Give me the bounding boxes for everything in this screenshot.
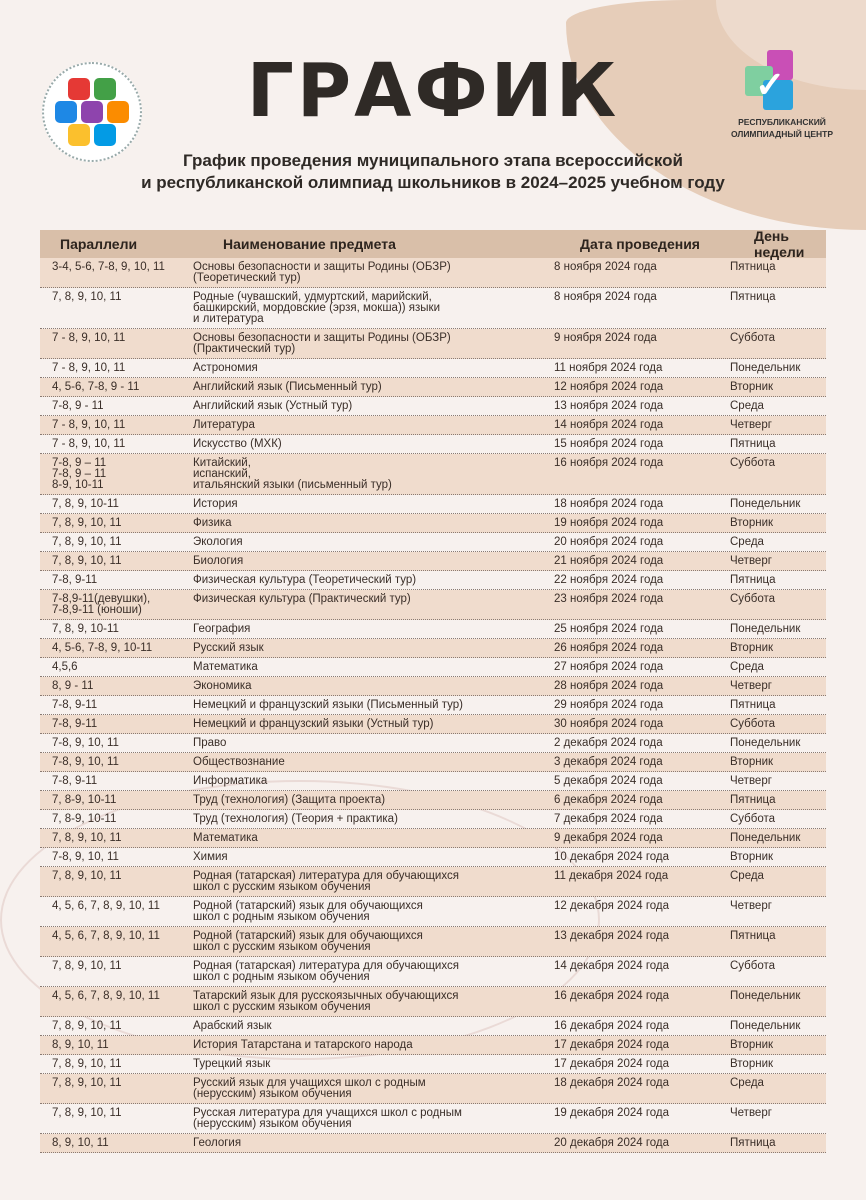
table-row <box>40 677 826 696</box>
cell-weekday: Среда <box>730 399 764 412</box>
cell-date: 13 ноября 2024 года <box>554 399 664 412</box>
cell-date: 17 декабря 2024 года <box>554 1057 670 1070</box>
cell-subject: Труд (технология) (Теория + практика) <box>193 812 398 825</box>
cell-subject: Арабский язык <box>193 1019 272 1032</box>
page-title: ГРАФИК <box>246 48 620 134</box>
cell-date: 17 декабря 2024 года <box>554 1038 670 1051</box>
cell-subject: Физика <box>193 516 232 529</box>
cell-weekday: Пятница <box>730 260 776 273</box>
cell-date: 16 декабря 2024 года <box>554 1019 670 1032</box>
cell-date: 16 декабря 2024 года <box>554 989 670 1002</box>
cell-subject: Физическая культура (Теоретический тур) <box>193 573 417 586</box>
cell-weekday: Вторник <box>730 1038 774 1051</box>
cell-grades: 7-8, 9-11 <box>52 573 98 586</box>
cell-weekday: Четверг <box>730 554 772 567</box>
cell-date: 19 ноября 2024 года <box>554 516 664 529</box>
cell-date: 25 ноября 2024 года <box>554 622 664 635</box>
cell-grades: 7, 8, 9, 10, 11 <box>52 554 122 567</box>
cell-grades: 7-8, 9-11 <box>52 698 98 711</box>
cell-grades: 8, 9 - 11 <box>52 679 94 692</box>
cell-grades: 7-8, 9-11 <box>52 774 98 787</box>
table-row <box>40 258 826 288</box>
cell-subject: Русская литература для учащихся школ с родным (нерусским) языком обучения <box>193 1106 462 1130</box>
cell-date: 15 ноября 2024 года <box>554 437 664 450</box>
cell-subject: История <box>193 497 238 510</box>
table-row <box>40 772 826 791</box>
cell-date: 30 ноября 2024 года <box>554 717 664 730</box>
cell-date: 27 ноября 2024 года <box>554 660 664 673</box>
cell-subject: Русский язык <box>193 641 264 654</box>
cell-weekday: Среда <box>730 535 764 548</box>
cell-grades: 7, 8, 9, 10, 11 <box>52 1057 122 1070</box>
cell-weekday: Вторник <box>730 850 774 863</box>
cell-subject: Труд (технология) (Защита проекта) <box>193 793 386 806</box>
table-row <box>40 897 826 927</box>
table-row <box>40 715 826 734</box>
cell-weekday: Пятница <box>730 698 776 711</box>
cell-subject: Русский язык для учащихся школ с родным (нерусским) языком обучения <box>193 1076 426 1100</box>
table-row <box>40 1036 826 1055</box>
subtitle-line: График проведения муниципального этапа всероссийской <box>183 151 683 170</box>
cell-grades: 7, 8, 9, 10, 11 <box>52 535 122 548</box>
table-row <box>40 1134 826 1153</box>
cell-grades: 7, 8, 9, 10, 11 <box>52 516 122 529</box>
cell-grades: 3-4, 5-6, 7-8, 9, 10, 11 <box>52 260 165 273</box>
cell-weekday: Среда <box>730 869 764 882</box>
cell-date: 5 декабря 2024 года <box>554 774 663 787</box>
cell-weekday: Суббота <box>730 959 776 972</box>
cell-grades: 7-8, 9, 10, 11 <box>52 850 119 863</box>
cell-weekday: Среда <box>730 660 764 673</box>
cell-date: 16 ноября 2024 года <box>554 456 664 469</box>
cell-date: 14 декабря 2024 года <box>554 959 670 972</box>
cell-weekday: Суббота <box>730 717 776 730</box>
cell-subject: Основы безопасности и защиты Родины (ОБЗР) (Теоретический тур) <box>193 260 451 284</box>
table-row <box>40 753 826 772</box>
cell-weekday: Пятница <box>730 1136 776 1149</box>
cell-grades: 7, 8, 9, 10, 11 <box>52 1076 122 1089</box>
cell-subject: Немецкий и французский языки (Устный тур) <box>193 717 434 730</box>
cell-date: 6 декабря 2024 года <box>554 793 663 806</box>
cell-subject: Математика <box>193 660 258 673</box>
cell-subject: Литература <box>193 418 255 431</box>
cell-grades: 7, 8, 9, 10-11 <box>52 622 119 635</box>
cell-grades: 4, 5, 6, 7, 8, 9, 10, 11 <box>52 899 160 912</box>
cell-subject: Татарский язык для русскоязычных обучающихся школ с русским языком обучения <box>193 989 459 1013</box>
cell-weekday: Вторник <box>730 641 774 654</box>
cell-date: 14 ноября 2024 года <box>554 418 664 431</box>
cell-weekday: Суббота <box>730 331 776 344</box>
cell-grades: 7-8, 9, 10, 11 <box>52 736 119 749</box>
cell-weekday: Вторник <box>730 516 774 529</box>
cell-grades: 7, 8, 9, 10, 11 <box>52 1106 122 1119</box>
cell-grades: 7 - 8, 9, 10, 11 <box>52 418 126 431</box>
cell-grades: 4, 5-6, 7-8, 9, 10-11 <box>52 641 153 654</box>
logo-text-line: РЕСПУБЛИКАНСКИЙ <box>738 117 826 127</box>
cell-grades: 8, 9, 10, 11 <box>52 1136 109 1149</box>
cell-weekday: Суббота <box>730 812 776 825</box>
cell-weekday: Пятница <box>730 929 776 942</box>
table-row <box>40 848 826 867</box>
table-row <box>40 329 826 359</box>
table-body <box>40 258 826 1153</box>
cell-grades: 7-8, 9-11 <box>52 717 98 730</box>
table-row <box>40 620 826 639</box>
cell-weekday: Понедельник <box>730 622 801 635</box>
table-row <box>40 495 826 514</box>
cell-date: 22 ноября 2024 года <box>554 573 664 586</box>
cell-grades: 7, 8-9, 10-11 <box>52 812 117 825</box>
cell-date: 29 ноября 2024 года <box>554 698 664 711</box>
table-row <box>40 514 826 533</box>
cell-weekday: Четверг <box>730 1106 772 1119</box>
table-row <box>40 397 826 416</box>
cell-subject: Английский язык (Устный тур) <box>193 399 353 412</box>
cell-grades: 4,5,6 <box>52 660 78 673</box>
cell-subject: Геология <box>193 1136 242 1149</box>
column-header-weekday: День недели <box>754 228 805 260</box>
cell-subject: Основы безопасности и защиты Родины (ОБЗР) (Практический тур) <box>193 331 451 355</box>
table-row <box>40 957 826 987</box>
cell-date: 28 ноября 2024 года <box>554 679 664 692</box>
cell-date: 10 декабря 2024 года <box>554 850 670 863</box>
column-header-date: Дата проведения <box>580 236 700 252</box>
table-row <box>40 590 826 620</box>
cell-grades: 7-8, 9, 10, 11 <box>52 755 119 768</box>
cell-subject: Биология <box>193 554 244 567</box>
cell-date: 20 декабря 2024 года <box>554 1136 670 1149</box>
table-row <box>40 810 826 829</box>
cell-weekday: Понедельник <box>730 361 801 374</box>
cell-subject: Математика <box>193 831 258 844</box>
cell-date: 2 декабря 2024 года <box>554 736 663 749</box>
cell-weekday: Вторник <box>730 1057 774 1070</box>
cell-subject: Китайский, испанский, итальянский языки (письменный тур) <box>193 456 392 491</box>
table-header <box>40 230 826 258</box>
cell-weekday: Понедельник <box>730 1019 801 1032</box>
cell-subject: Астрономия <box>193 361 258 374</box>
cell-subject: География <box>193 622 251 635</box>
cell-grades: 7, 8, 9, 10, 11 <box>52 959 122 972</box>
table-row <box>40 1074 826 1104</box>
cell-grades: 7 - 8, 9, 10, 11 <box>52 331 126 344</box>
cell-subject: Физическая культура (Практический тур) <box>193 592 411 605</box>
cell-grades: 4, 5-6, 7-8, 9 - 11 <box>52 380 140 393</box>
cell-date: 7 декабря 2024 года <box>554 812 663 825</box>
cell-weekday: Пятница <box>730 793 776 806</box>
page-subtitle <box>0 150 866 194</box>
cell-weekday: Пятница <box>730 437 776 450</box>
cell-subject: Экономика <box>193 679 252 692</box>
cell-date: 8 ноября 2024 года <box>554 290 657 303</box>
cell-weekday: Вторник <box>730 755 774 768</box>
table-row <box>40 927 826 957</box>
subtitle-line: и республиканской олимпиад школьников в 2024–2025 учебном году <box>141 173 725 192</box>
cell-subject: Родная (татарская) литература для обучающихся школ с родным языком обучения <box>193 959 459 983</box>
cell-date: 11 ноября 2024 года <box>554 361 663 374</box>
cell-grades: 7, 8, 9, 10, 11 <box>52 831 122 844</box>
cell-date: 21 ноября 2024 года <box>554 554 664 567</box>
cell-date: 20 ноября 2024 года <box>554 535 664 548</box>
cell-weekday: Понедельник <box>730 736 801 749</box>
cell-grades: 7, 8-9, 10-11 <box>52 793 117 806</box>
cell-date: 18 декабря 2024 года <box>554 1076 670 1089</box>
cell-grades: 8, 9, 10, 11 <box>52 1038 109 1051</box>
table-row <box>40 734 826 753</box>
table-row <box>40 552 826 571</box>
cell-date: 11 декабря 2024 года <box>554 869 669 882</box>
cell-weekday: Среда <box>730 1076 764 1089</box>
cell-grades: 7-8, 9 – 11 7-8, 9 – 11 8-9, 10-11 <box>52 456 107 491</box>
logo-text-line: ОЛИМПИАДНЫЙ ЦЕНТР <box>730 129 834 139</box>
table-row <box>40 454 826 495</box>
cell-weekday: Пятница <box>730 290 776 303</box>
cell-grades: 7, 8, 9, 10, 11 <box>52 290 122 303</box>
cell-grades: 7-8, 9 - 11 <box>52 399 104 412</box>
column-header-subject: Наименование предмета <box>223 236 396 252</box>
cell-subject: Информатика <box>193 774 268 787</box>
cell-subject: Экология <box>193 535 243 548</box>
cell-date: 3 декабря 2024 года <box>554 755 663 768</box>
cell-grades: 7, 8, 9, 10, 11 <box>52 869 122 882</box>
cell-date: 9 ноября 2024 года <box>554 331 657 344</box>
table-row <box>40 829 826 848</box>
cell-date: 23 ноября 2024 года <box>554 592 664 605</box>
cell-subject: Искусство (МХК) <box>193 437 282 450</box>
cell-date: 12 декабря 2024 года <box>554 899 670 912</box>
cell-weekday: Суббота <box>730 456 776 469</box>
cell-date: 26 ноября 2024 года <box>554 641 664 654</box>
table-row <box>40 658 826 677</box>
cell-date: 19 декабря 2024 года <box>554 1106 670 1119</box>
cell-subject: Английский язык (Письменный тур) <box>193 380 382 393</box>
cell-weekday: Четверг <box>730 418 772 431</box>
cell-subject: Обществознание <box>193 755 285 768</box>
table-row <box>40 1017 826 1036</box>
cell-subject: Химия <box>193 850 228 863</box>
table-row <box>40 639 826 658</box>
cell-subject: Немецкий и французский языки (Письменный тур) <box>193 698 463 711</box>
table-row <box>40 1104 826 1134</box>
table-row <box>40 696 826 715</box>
cell-weekday: Понедельник <box>730 497 801 510</box>
cell-grades: 4, 5, 6, 7, 8, 9, 10, 11 <box>52 929 160 942</box>
table-row <box>40 987 826 1017</box>
cell-weekday: Понедельник <box>730 989 801 1002</box>
schedule-table <box>40 230 826 1153</box>
cell-date: 9 декабря 2024 года <box>554 831 663 844</box>
cell-date: 13 декабря 2024 года <box>554 929 670 942</box>
cell-subject: Родной (татарский) язык для обучающихся школ с родным языком обучения <box>193 899 423 923</box>
cell-subject: Право <box>193 736 227 749</box>
table-row <box>40 359 826 378</box>
cell-date: 12 ноября 2024 года <box>554 380 664 393</box>
table-row <box>40 867 826 897</box>
cell-weekday: Четверг <box>730 774 772 787</box>
table-row <box>40 288 826 329</box>
cell-subject: История Татарстана и татарского народа <box>193 1038 413 1051</box>
cell-weekday: Вторник <box>730 380 774 393</box>
cell-weekday: Четверг <box>730 899 772 912</box>
cell-grades: 7, 8, 9, 10-11 <box>52 497 119 510</box>
cell-weekday: Пятница <box>730 573 776 586</box>
cell-date: 18 ноября 2024 года <box>554 497 664 510</box>
cell-grades: 7 - 8, 9, 10, 11 <box>52 361 126 374</box>
cell-subject: Родные (чувашский, удмуртский, марийский, башкирский, мордовские (эрзя, мокша)) языки и литература <box>193 290 441 325</box>
cell-weekday: Четверг <box>730 679 772 692</box>
cell-date: 8 ноября 2024 года <box>554 260 657 273</box>
table-row <box>40 416 826 435</box>
cell-subject: Родная (татарская) литература для обучающихся школ с русским языком обучения <box>193 869 459 893</box>
olympiad-center-logo: ✓ <box>745 50 805 110</box>
column-header-grades: Параллели <box>60 236 138 252</box>
cell-weekday: Суббота <box>730 592 776 605</box>
cell-grades: 7 - 8, 9, 10, 11 <box>52 437 126 450</box>
table-row <box>40 533 826 552</box>
cell-grades: 7, 8, 9, 10, 11 <box>52 1019 122 1032</box>
table-row <box>40 1055 826 1074</box>
table-row <box>40 571 826 590</box>
cell-subject: Турецкий язык <box>193 1057 271 1070</box>
cell-weekday: Понедельник <box>730 831 801 844</box>
cell-grades: 4, 5, 6, 7, 8, 9, 10, 11 <box>52 989 160 1002</box>
table-row <box>40 378 826 397</box>
table-row <box>40 435 826 454</box>
table-row <box>40 791 826 810</box>
cell-grades: 7-8,9-11(девушки), 7-8,9-11 (юноши) <box>52 592 151 616</box>
cell-subject: Родной (татарский) язык для обучающихся школ с русским языком обучения <box>193 929 423 953</box>
